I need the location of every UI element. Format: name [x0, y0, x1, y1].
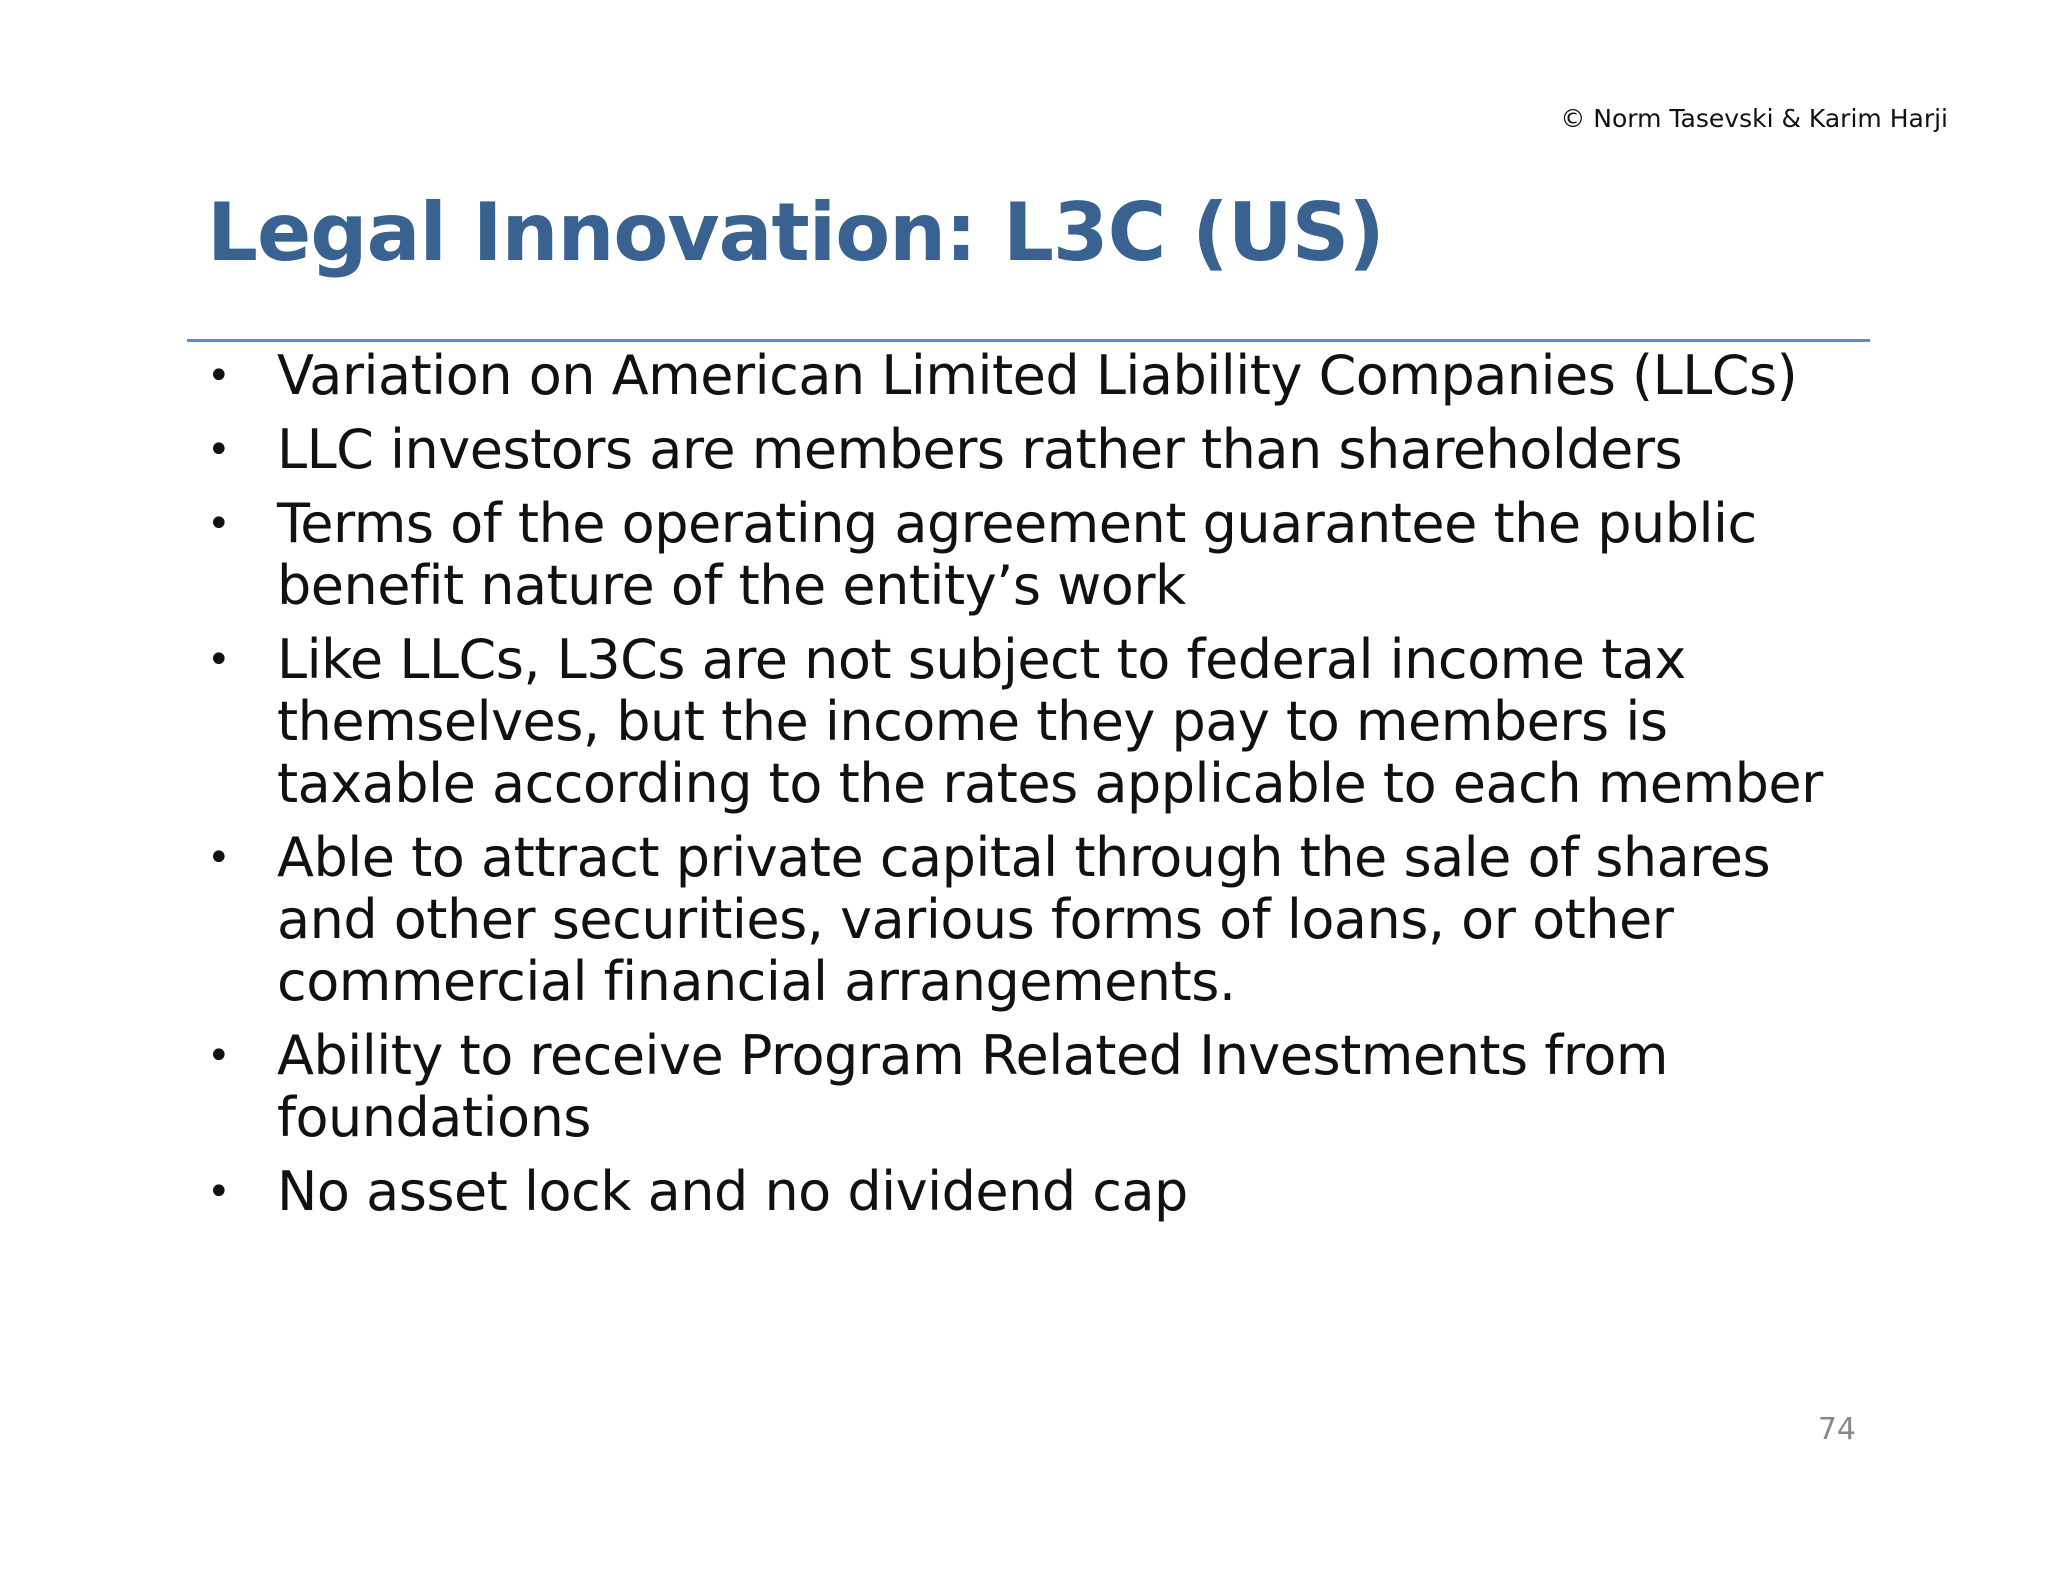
bullet-text: Able to attract private capital through the sale of shares and other securities, various forms of loans, or other commercial financial arrangements.: [277, 826, 1771, 1013]
bullet-item: [207, 493, 1867, 617]
bullet-dot: •: [207, 835, 231, 881]
slide-title: Legal Innovation: L3C (US): [207, 186, 1384, 279]
bullet-text: LLC investors are members rather than shareholders: [277, 418, 1683, 481]
bullet-item: [207, 1161, 1867, 1223]
bullet-text: No asset lock and no dividend cap: [277, 1160, 1188, 1223]
bullet-item: [207, 629, 1867, 815]
bullet-text: Ability to receive Program Related Investments from foundations: [277, 1024, 1668, 1149]
bullet-dot: •: [207, 1169, 231, 1215]
bullet-dot: •: [207, 427, 231, 473]
bullet-dot: •: [207, 501, 231, 547]
bullet-text: Variation on American Limited Liability Companies (LLCs): [277, 344, 1798, 407]
bullet-dot: •: [207, 353, 231, 399]
title-divider: [187, 339, 1870, 342]
bullet-list: [207, 345, 1867, 1235]
bullet-item: [207, 827, 1867, 1013]
bullet-text: Terms of the operating agreement guarantee the public benefit nature of the entity’s work: [277, 492, 1757, 617]
bullet-dot: •: [207, 637, 231, 683]
page-number: 74: [1817, 1412, 1856, 1447]
bullet-dot: •: [207, 1033, 231, 1079]
copyright-notice: © Norm Tasevski & Karim Harji: [1560, 104, 1948, 133]
bullet-item: [207, 419, 1867, 481]
bullet-item: [207, 345, 1867, 407]
bullet-item: [207, 1025, 1867, 1149]
bullet-text: Like LLCs, L3Cs are not subject to federal income tax themselves, but the income they pay to members is taxable according to the rates applicable to each member: [277, 628, 1823, 815]
